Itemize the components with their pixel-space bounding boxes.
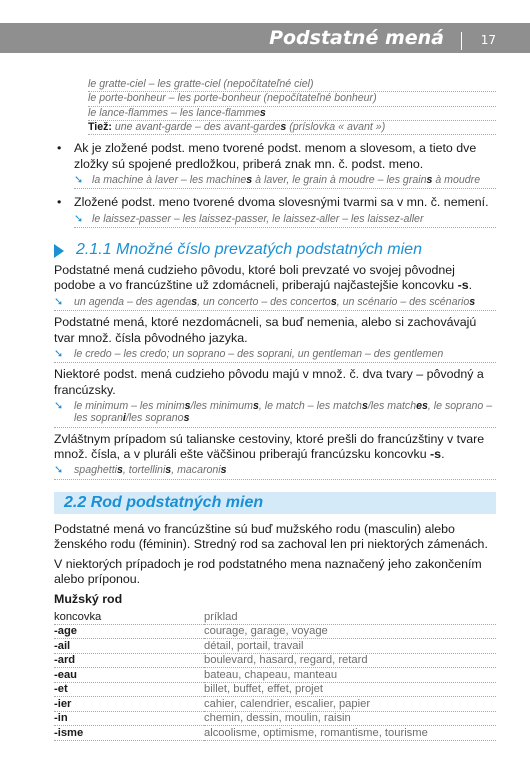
paragraph: Niektoré podst. mená cudzieho pôvodu majú v množ. č. dva tvary – pôvodný a francúzsky. ➘ le minimum – les minims/les minimums, le match – les matchs/les matches, le soprano – les soprani/les sopranos — [54, 367, 496, 427]
example-cell: courage, garage, voyage — [204, 624, 496, 639]
table-row — [54, 711, 496, 726]
ending-cell: -in — [54, 711, 204, 726]
example-cell: boulevard, hasard, regard, retard — [204, 653, 496, 668]
example-line: Tiež: une avant-garde – des avant-gardes (príslovka « avant ») — [88, 121, 496, 135]
table-heading: Mužský rod — [54, 592, 123, 607]
bullet-dot-icon: • — [57, 195, 62, 210]
paragraph: V niektorých prípadoch je rod podstatného mena naznačený jeho zakončením alebo príponou. — [54, 556, 482, 586]
bullet-text: Zložené podst. meno tvorené dvoma slovesnými tvarmi sa v mn. č. nemení. — [74, 195, 489, 210]
arrow-icon: ➘ — [54, 400, 64, 413]
bullet-text: Ak je zložené podst. meno tvorené podst. menom a slovesom, a tieto dve zložky sú spojené predložkou, priberá znak mn. č. podst. meno. — [74, 141, 477, 171]
table-row — [54, 726, 496, 741]
endings-table — [54, 610, 496, 741]
table-header-row — [54, 610, 496, 624]
ending-cell: -et — [54, 682, 204, 697]
bullet-item — [54, 141, 496, 189]
subsection-heading: 2.1.1 Množné číslo prevzatých podstatných mien — [54, 240, 496, 260]
example-line: le porte-bonheur – les porte-bonheur (nepočítateľné bonheur) — [88, 92, 496, 106]
example-line: ➘ le laissez-passer – les laissez-passer, le laissez-aller – les laissez-aller — [74, 213, 496, 228]
ending-cell: -age — [54, 624, 204, 639]
arrow-icon: ➘ — [74, 212, 84, 225]
top-example-block — [54, 78, 496, 135]
paragraph: Podstatné mená vo francúzštine sú buď mužského rodu (masculin) alebo ženského rodu (féminin). Stredný rod sa zachoval len pri niektorých zámenách. — [54, 521, 488, 552]
table-row — [54, 697, 496, 712]
table-row — [54, 639, 496, 654]
example-cell: billet, buffet, effet, projet — [204, 682, 496, 697]
example-cell: cahier, calendrier, escalier, papier — [204, 697, 496, 712]
bullet-item — [54, 195, 496, 228]
paragraph: Zvláštnym prípadom sú talianske cestoviny, ktoré prešli do francúzštiny v tvare množ. čísla, a v pluráli ešte väčšinou priberajú francúzsku koncovku -s. ➘ spaghettis, tortellinis, macaronis — [54, 432, 496, 480]
column-header: koncovka — [54, 610, 204, 624]
example-cell: alcoolisme, optimisme, romantisme, tourisme — [204, 726, 496, 741]
triangle-icon — [54, 244, 64, 258]
paragraph: Podstatné mená, ktoré nezdomácneli, sa buď nemenia, alebo si zachovávajú tvar množ. čísla pôvodného jazyka. ➘ le credo – les credo; un soprano – des soprani, un gentleman – des gentlemen — [54, 315, 496, 363]
page-number: 17 — [480, 33, 496, 47]
example-line: ➘ le minimum – les minims/les minimums, le match – les matchs/les matches, le soprano – les soprani/les sopranos — [54, 400, 496, 428]
example-line: ➘ la machine à laver – les machines à laver, le grain à moudre – les grains à moudre — [74, 174, 496, 189]
header-title: Podstatné mená — [269, 27, 444, 49]
paragraph: Podstatné mená cudzieho pôvodu, ktoré boli prevzaté vo svojej pôvodnej podobe a vo francúzštine už zdomácneli, priberajú najčastejšie koncovku -s. ➘ un agenda – des agendas, un concerto – des concertos, un scénario – des scénarios — [54, 263, 496, 311]
page-content — [54, 78, 496, 741]
example-line: ➘ spaghettis, tortellinis, macaronis — [54, 464, 496, 479]
bullet-dot-icon: • — [57, 141, 62, 156]
ending-cell: -ier — [54, 697, 204, 712]
arrow-icon: ➘ — [54, 347, 64, 360]
arrow-icon: ➘ — [54, 464, 64, 477]
page-header — [0, 23, 530, 53]
ending-cell: -eau — [54, 668, 204, 683]
ending-cell: -ard — [54, 653, 204, 668]
example-line: le lance-flammes – les lance-flammes — [88, 107, 496, 121]
example-cell: détail, portail, travail — [204, 639, 496, 654]
example-line: ➘ le credo – les credo; un soprano – des soprani, un gentleman – des gentlemen — [54, 348, 496, 363]
example-cell: bateau, chapeau, manteau — [204, 668, 496, 683]
example-line: ➘ un agenda – des agendas, un concerto – des concertos, un scénario – des scénarios — [54, 296, 496, 311]
example-line: le gratte-ciel – les gratte-ciel (nepočítateľné ciel) — [88, 78, 496, 92]
table-row — [54, 624, 496, 639]
table-row — [54, 668, 496, 683]
section-heading: 2.2 Rod podstatných mien — [54, 492, 496, 514]
ending-cell: -ail — [54, 639, 204, 654]
table-row — [54, 653, 496, 668]
example-cell: chemin, dessin, moulin, raisin — [204, 711, 496, 726]
arrow-icon: ➘ — [54, 295, 64, 308]
arrow-icon: ➘ — [74, 174, 84, 186]
table-row — [54, 682, 496, 697]
ending-cell: -isme — [54, 726, 204, 741]
column-header: príklad — [204, 610, 496, 624]
header-separator — [461, 32, 462, 50]
